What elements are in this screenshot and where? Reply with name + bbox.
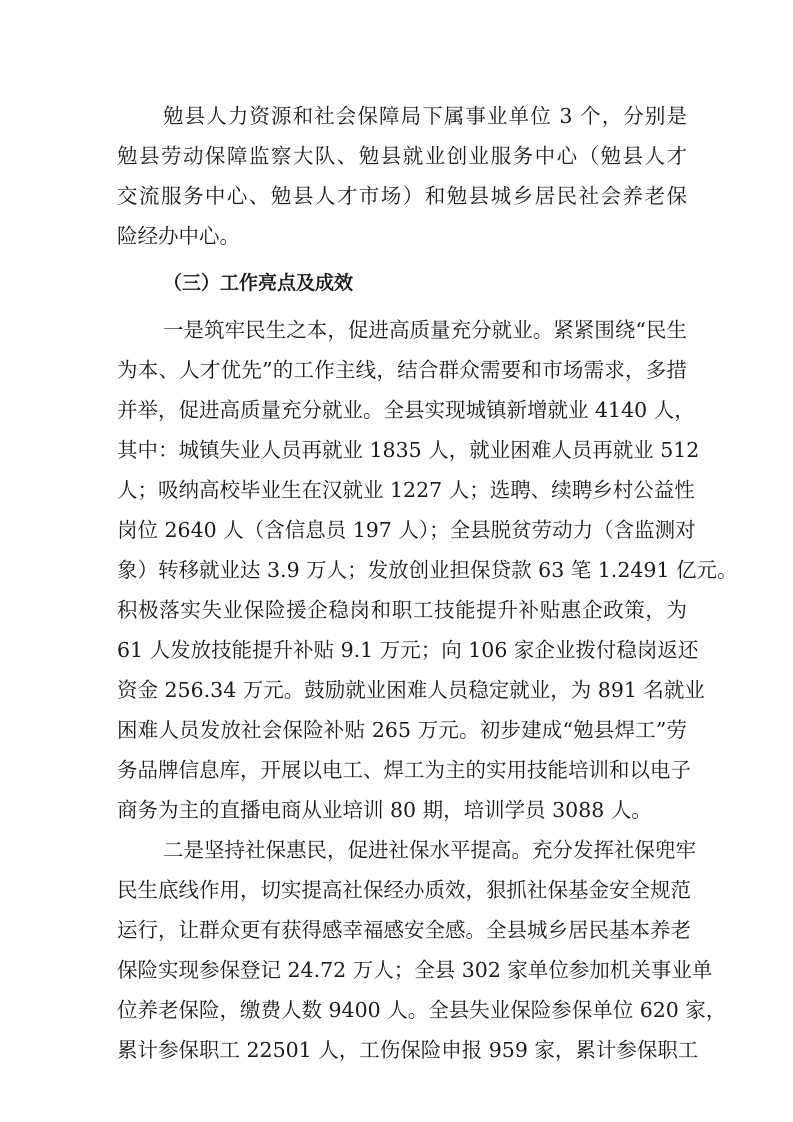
paragraph-3-line-5: 位养老保险，缴费人数 9400 人。全县失业保险参保单位 620 家，	[117, 998, 727, 1022]
paragraph-3-line-3: 运行，让群众更有获得感幸福感安全感。全县城乡居民基本养老	[117, 918, 691, 942]
paragraph-2-line-5: 人；吸纳高校毕业生在汉就业 1227 人；选聘、续聘乡村公益性	[117, 478, 695, 502]
paragraph-2-line-10: 资金 256.34 万元。鼓励就业困难人员稳定就业，为 891 名就业	[117, 678, 705, 702]
paragraph-2-line-12: 务品牌信息库，开展以电工、焊工为主的实用技能培训和以电子	[117, 758, 691, 782]
paragraph-1-line-3: 交流服务中心、勉县人才市场）和勉县城乡居民社会养老保	[117, 184, 687, 208]
paragraph-2-line-6: 岗位 2640 人（含信息员 197 人）；全县脱贫劳动力（含监测对	[117, 518, 696, 542]
paragraph-1-line-4: 险经办中心。	[117, 224, 240, 248]
paragraph-3-line-6: 累计参保职工 22501 人，工伤保险申报 959 家，累计参保职工	[117, 1038, 699, 1062]
paragraph-1-line-1: 勉县人力资源和社会保障局下属事业单位 3 个，分别是	[163, 104, 687, 128]
paragraph-3-line-1: 二是坚持社保惠民，促进社保水平提高。充分发挥社保兜牢	[163, 838, 696, 862]
paragraph-2-line-9: 61 人发放技能提升补贴 9.1 万元；向 106 家企业拨付稳岗返还	[117, 638, 699, 662]
paragraph-1-line-2: 勉县劳动保障监察大队、勉县就业创业服务中心（勉县人才	[117, 144, 687, 168]
paragraph-2-line-8: 积极落实失业保险援企稳岗和职工技能提升补贴惠企政策，为	[117, 598, 687, 622]
paragraph-3-line-2: 民生底线作用，切实提高社保经办质效，狠抓社保基金安全规范	[117, 878, 691, 902]
paragraph-2-line-7: 象）转移就业达 3.9 万人；发放创业担保贷款 63 笔 1.2491 亿元。	[117, 558, 738, 582]
paragraph-2-line-11: 困难人员发放社会保险补贴 265 万元。初步建成“勉县焊工”劳	[117, 718, 687, 742]
paragraph-2-line-1: 一是筑牢民生之本，促进高质量充分就业。紧紧围绕“民生	[163, 318, 687, 342]
section-heading: （三）工作亮点及成效	[163, 272, 354, 294]
paragraph-3-line-4: 保险实现参保登记 24.72 万人；全县 302 家单位参加机关事业单	[117, 958, 713, 982]
paragraph-2-line-4: 其中：城镇失业人员再就业 1835 人，就业困难人员再就业 512	[117, 438, 700, 462]
paragraph-2-line-3: 并举，促进高质量充分就业。全县实现城镇新增就业 4140 人，	[117, 398, 695, 422]
paragraph-2-line-13: 商务为主的直播电商从业培训 80 期，培训学员 3088 人。	[117, 798, 652, 822]
paragraph-2-line-2: 为本、人才优先”的工作主线，结合群众需要和市场需求，多措	[117, 358, 687, 382]
